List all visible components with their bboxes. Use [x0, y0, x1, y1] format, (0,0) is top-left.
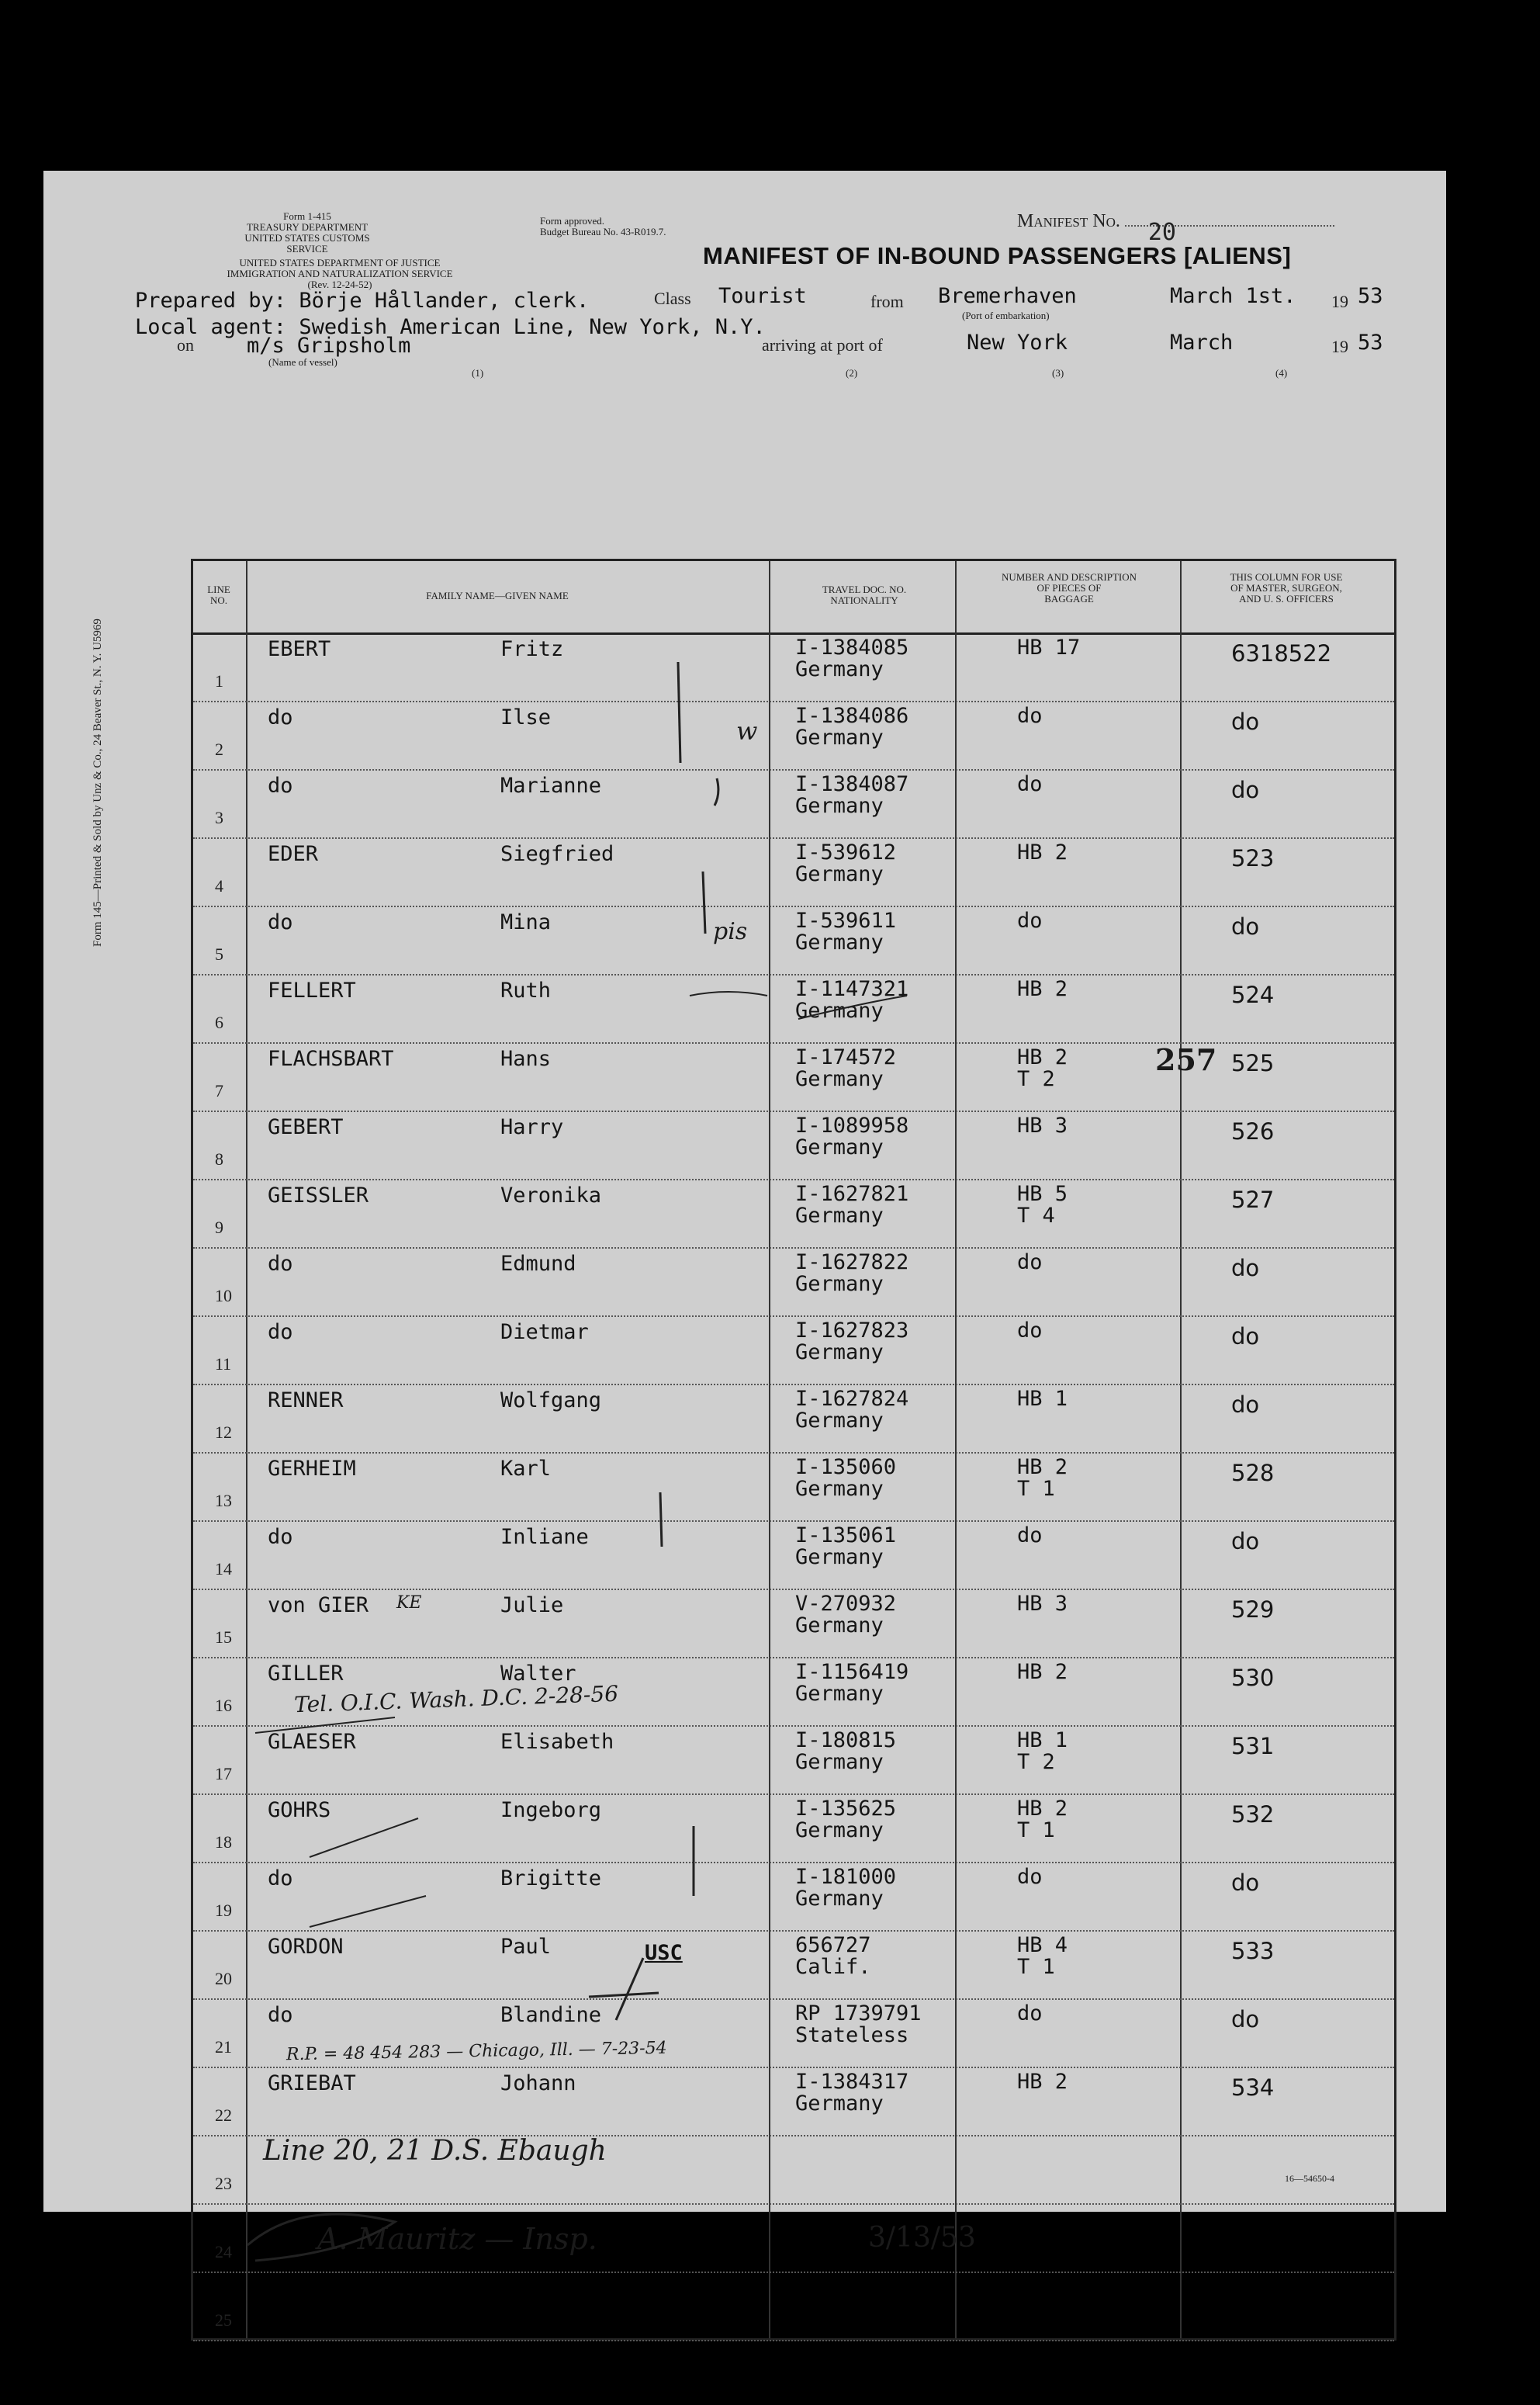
travel-doc — [795, 1115, 908, 1159]
nationality: Germany — [795, 1067, 884, 1091]
year-2: 53 — [1358, 331, 1383, 355]
travel-doc — [795, 1525, 896, 1568]
line-number: 22 — [215, 2105, 232, 2125]
table-row — [193, 906, 1394, 976]
family-name: do — [268, 1866, 293, 1890]
baggage — [1017, 1047, 1068, 1090]
nationality: Germany — [795, 1272, 884, 1296]
nationality: Germany — [795, 1750, 884, 1774]
baggage — [1017, 637, 1080, 659]
table-row — [193, 1520, 1394, 1590]
baggage — [1017, 1593, 1068, 1615]
table-row — [193, 632, 1394, 702]
baggage-main: do — [1017, 772, 1043, 796]
nationality: Germany — [795, 2091, 884, 2116]
nationality: Calif. — [795, 1955, 871, 1979]
baggage-main: do — [1017, 1319, 1043, 1343]
officer-number: do — [1231, 1528, 1260, 1554]
from-label: from — [870, 292, 904, 311]
officer-number: do — [1231, 1323, 1260, 1350]
baggage — [1017, 1662, 1068, 1683]
given-name: Marianne — [500, 774, 602, 798]
given-name: Harry — [500, 1115, 564, 1139]
travel-doc — [795, 1183, 908, 1227]
line-number: 8 — [215, 1149, 223, 1169]
given-name: Ruth — [500, 979, 552, 1003]
col-officers: THIS COLUMN FOR USE OF MASTER, SURGEON, AND U. S. OFFICERS — [1230, 571, 1343, 605]
officer-number: do — [1231, 1255, 1260, 1281]
column-index-3: (3) — [1052, 367, 1064, 379]
family-name: do — [268, 1525, 293, 1549]
footer-code: 16—54650-4 — [1285, 2173, 1334, 2184]
year-prefix-1: 19 — [1331, 292, 1348, 311]
travel-doc — [795, 1388, 908, 1432]
baggage — [1017, 1866, 1043, 1888]
vessel-name: m/s Gripsholm — [247, 334, 411, 358]
officer-number: 6318522 — [1231, 640, 1332, 667]
table-row — [193, 1247, 1394, 1317]
nationality: Germany — [795, 862, 884, 886]
baggage-main: HB 3 — [1017, 1114, 1068, 1138]
line-number: 16 — [215, 1696, 232, 1715]
line-number: 1 — [215, 671, 223, 691]
line-number: 24 — [215, 2242, 232, 2261]
annotation-w-mark: w — [736, 716, 758, 746]
col-travel-doc: TRAVEL DOC. NO. NATIONALITY — [822, 584, 907, 606]
col-line-no: LINE NO. — [207, 584, 230, 606]
family-name: do — [268, 1320, 293, 1344]
travel-doc — [795, 774, 908, 817]
manifest-page — [43, 171, 1446, 2330]
doc-number: I-1627824 — [795, 1387, 909, 1411]
annotation-rp-note: R.P. = 48 454 283 — Chicago, Ill. — 7-23-54 — [286, 2038, 667, 2065]
baggage-main: HB 17 — [1017, 636, 1081, 660]
form-treasury-label: Form 1-415 TREASURY DEPARTMENT UNITED STATES CUSTOMS SERVICE — [244, 210, 370, 255]
given-name: Elisabeth — [500, 1730, 614, 1754]
table-row — [193, 1862, 1394, 1932]
family-name: do — [268, 910, 293, 934]
given-name: Mina — [500, 910, 552, 934]
vessel-caption: (Name of vessel) — [268, 356, 337, 368]
nationality: Germany — [795, 1477, 884, 1501]
baggage — [1017, 705, 1043, 727]
given-name: Veronika — [500, 1183, 602, 1208]
given-name: Julie — [500, 1593, 564, 1617]
doc-number: I-135061 — [795, 1523, 897, 1547]
family-name: GEBERT — [268, 1115, 344, 1139]
given-name: Paul — [500, 1935, 552, 1959]
family-name: GERHEIM — [268, 1457, 356, 1481]
travel-doc — [795, 1662, 908, 1705]
family-name: FLACHSBART — [268, 1047, 394, 1071]
travel-doc — [795, 842, 896, 885]
table-row — [193, 837, 1394, 907]
doc-number: I-174572 — [795, 1045, 897, 1069]
line-number: 23 — [215, 2174, 232, 2193]
travel-doc — [795, 1320, 908, 1364]
line-number: 13 — [215, 1491, 232, 1510]
nationality: Germany — [795, 1613, 884, 1637]
officer-number: do — [1231, 777, 1260, 803]
nationality: Germany — [795, 1204, 884, 1228]
officer-number: 532 — [1231, 1801, 1275, 1828]
local-agent: Local agent: Swedish American Line, New York, N.Y. — [135, 315, 766, 339]
line-number: 21 — [215, 2037, 232, 2057]
travel-doc — [795, 705, 908, 749]
travel-doc — [795, 1457, 896, 1500]
baggage-main: do — [1017, 1523, 1043, 1547]
baggage — [1017, 1183, 1068, 1227]
arriving-label: arriving at port of — [762, 335, 883, 355]
family-name: GEISSLER — [268, 1183, 369, 1208]
baggage-trunks: T 1 — [1017, 1477, 1055, 1501]
baggage — [1017, 979, 1068, 1000]
table-row — [193, 2272, 1394, 2341]
annotation-pis-mark: pis — [713, 918, 748, 945]
year-1: 53 — [1358, 284, 1383, 308]
baggage-main: do — [1017, 1250, 1043, 1274]
officer-number: do — [1231, 709, 1260, 735]
doc-number: I-539611 — [795, 909, 897, 933]
annotation-257: 257 — [1155, 1042, 1217, 1077]
doc-number: I-1147321 — [795, 977, 909, 1001]
family-name: EDER — [268, 842, 319, 866]
baggage-trunks: T 2 — [1017, 1067, 1055, 1091]
officer-number: 524 — [1231, 982, 1275, 1008]
doc-number: I-1156419 — [795, 1660, 909, 1684]
baggage — [1017, 1320, 1043, 1342]
baggage-main: HB 2 — [1017, 1660, 1068, 1684]
arrival-port: New York — [967, 331, 1068, 355]
baggage-main: HB 1 — [1017, 1728, 1068, 1752]
column-index-4: (4) — [1275, 367, 1288, 379]
baggage-trunks: T 1 — [1017, 1955, 1055, 1979]
line-number: 15 — [215, 1627, 232, 1647]
travel-doc — [795, 637, 908, 681]
baggage — [1017, 1730, 1068, 1773]
officer-number: 534 — [1231, 2074, 1275, 2101]
line-number: 6 — [215, 1013, 223, 1032]
dept-justice-label: UNITED STATES DEPARTMENT OF JUSTICE IMMIGRATION AND NATURALIZATION SERVICE (Rev. 12-24-52) — [227, 257, 453, 290]
travel-doc — [795, 1593, 896, 1637]
port-embarkation-caption: (Port of embarkation) — [962, 310, 1050, 321]
nationality: Germany — [795, 657, 884, 681]
travel-doc — [795, 1047, 896, 1090]
baggage-main: HB 1 — [1017, 1387, 1068, 1411]
doc-number: V-270932 — [795, 1592, 897, 1616]
family-name: do — [268, 1252, 293, 1276]
prepared-by: Prepared by: Börje Hållander, clerk. — [135, 289, 590, 313]
nationality: Germany — [795, 1818, 884, 1842]
page-title: MANIFEST OF IN-BOUND PASSENGERS [ALIENS] — [703, 242, 1292, 269]
baggage — [1017, 2003, 1043, 2025]
given-name: Blandine — [500, 2003, 602, 2027]
class-label: Class — [654, 289, 691, 308]
annotation-ke: KE — [396, 1593, 422, 1613]
col-baggage: NUMBER AND DESCRIPTION OF PIECES OF BAGGAGE — [1001, 571, 1137, 605]
officer-number: 531 — [1231, 1733, 1275, 1759]
year-prefix-2: 19 — [1331, 337, 1348, 356]
baggage-main: do — [1017, 704, 1043, 728]
line-number: 18 — [215, 1832, 232, 1852]
baggage — [1017, 910, 1043, 932]
doc-number: I-1384086 — [795, 704, 909, 728]
family-name: GOHRS — [268, 1798, 331, 1822]
given-name: Hans — [500, 1047, 552, 1071]
table-row — [193, 701, 1394, 771]
passenger-table — [191, 559, 1396, 2341]
annotation-date: 3/13/53 — [868, 2222, 976, 2254]
given-name: Edmund — [500, 1252, 576, 1276]
table-row — [193, 1384, 1394, 1454]
table-row — [193, 1452, 1394, 1522]
line-number: 10 — [215, 1286, 232, 1305]
given-name: Siegfried — [500, 842, 614, 866]
line-number: 11 — [215, 1354, 232, 1374]
given-name: Karl — [500, 1457, 552, 1481]
officer-number: 523 — [1231, 845, 1275, 872]
table-header — [193, 561, 1394, 635]
class-value: Tourist — [718, 284, 807, 308]
officer-number: do — [1231, 1391, 1260, 1418]
doc-number: I-539612 — [795, 840, 897, 865]
from-value: Bremerhaven — [938, 284, 1077, 308]
officer-number: 528 — [1231, 1460, 1275, 1486]
family-name: GLAESER — [268, 1730, 356, 1754]
nationality: Germany — [795, 794, 884, 818]
doc-number: I-1384085 — [795, 636, 909, 660]
baggage — [1017, 1388, 1068, 1410]
column-index-2: (2) — [846, 367, 858, 379]
doc-number: I-181000 — [795, 1865, 897, 1889]
officer-number: do — [1231, 913, 1260, 940]
family-name: EBERT — [268, 637, 331, 661]
officer-number: 529 — [1231, 1596, 1275, 1623]
table-row — [193, 1111, 1394, 1180]
baggage — [1017, 1252, 1043, 1274]
doc-number: RP 1739791 — [795, 2001, 922, 2026]
baggage-main: HB 2 — [1017, 840, 1068, 865]
side-printer-note: Form 145—Printed & Sold by Unz & Co., 24 Beaver St., N. Y. U5969 — [92, 619, 104, 947]
table-row — [193, 1315, 1394, 1385]
family-name: GRIEBAT — [268, 2071, 356, 2095]
table-row — [193, 1793, 1394, 1863]
baggage — [1017, 1935, 1068, 1978]
baggage — [1017, 842, 1068, 864]
travel-doc — [795, 1252, 908, 1295]
family-name: FELLERT — [268, 979, 356, 1003]
line-number: 2 — [215, 740, 223, 759]
baggage — [1017, 1457, 1068, 1500]
given-name: Dietmar — [500, 1320, 589, 1344]
annotation-usc: USC — [645, 1941, 683, 1965]
line-number: 4 — [215, 876, 223, 896]
doc-number: I-1627822 — [795, 1250, 909, 1274]
table-row — [193, 769, 1394, 839]
baggage-main: HB 4 — [1017, 1933, 1068, 1957]
officer-number: 533 — [1231, 1938, 1275, 1964]
baggage-main: do — [1017, 909, 1043, 933]
given-name: Fritz — [500, 637, 564, 661]
baggage-main: HB 3 — [1017, 1592, 1068, 1616]
baggage-trunks: T 1 — [1017, 1818, 1055, 1842]
baggage — [1017, 774, 1043, 795]
baggage-trunks: T 2 — [1017, 1750, 1055, 1774]
nationality: Stateless — [795, 2023, 909, 2047]
travel-doc — [795, 1798, 896, 1842]
doc-number: I-135625 — [795, 1797, 897, 1821]
annotation-line24: A. Mauritz — Insp. — [317, 2222, 597, 2256]
baggage-main: do — [1017, 1865, 1043, 1889]
annotation-tel-note: Tel. O.I.C. Wash. D.C. 2-28-56 — [293, 1680, 619, 1718]
travel-doc — [795, 2003, 922, 2046]
nationality: Germany — [795, 1545, 884, 1569]
family-name: do — [268, 705, 293, 729]
line-number: 9 — [215, 1218, 223, 1237]
departure-date: March 1st. — [1170, 284, 1296, 308]
doc-number: I-1627823 — [795, 1319, 909, 1343]
given-name: Wolfgang — [500, 1388, 602, 1412]
baggage — [1017, 1798, 1068, 1842]
travel-doc — [795, 1935, 871, 1978]
travel-doc — [795, 2071, 908, 2115]
on-label: on — [177, 335, 194, 355]
baggage-main: HB 2 — [1017, 977, 1068, 1001]
manifest-number-label: Manifest No. 20 — [1017, 211, 1334, 232]
line-number: 3 — [215, 808, 223, 827]
column-index-1: (1) — [472, 367, 484, 379]
family-name: GILLER — [268, 1662, 344, 1686]
family-name: RENNER — [268, 1388, 344, 1412]
baggage — [1017, 1525, 1043, 1547]
table-row — [193, 1930, 1394, 2000]
table-row — [193, 1725, 1394, 1795]
manifest-number: 20 — [1147, 219, 1176, 246]
travel-doc — [795, 979, 908, 1022]
baggage-trunks: T 4 — [1017, 1204, 1055, 1228]
baggage-main: HB 2 — [1017, 1455, 1068, 1479]
nationality: Germany — [795, 999, 884, 1023]
line-number: 5 — [215, 944, 223, 964]
family-name: do — [268, 774, 293, 798]
line-number: 17 — [215, 1764, 232, 1783]
baggage-main: HB 2 — [1017, 1045, 1068, 1069]
baggage-main: do — [1017, 2001, 1043, 2026]
baggage-main: HB 5 — [1017, 1182, 1068, 1206]
table-row — [193, 1589, 1394, 1658]
table-row — [193, 974, 1394, 1044]
form-approved-label: Form approved. Budget Bureau No. 43-R019.7. — [540, 215, 666, 237]
baggage — [1017, 2071, 1068, 2093]
nationality: Germany — [795, 1887, 884, 1911]
annotation-line23: Line 20, 21 D.S. Ebaugh — [263, 2135, 607, 2167]
nationality: Germany — [795, 1409, 884, 1433]
travel-doc — [795, 1730, 896, 1773]
nationality: Germany — [795, 1135, 884, 1159]
line-number: 19 — [215, 1901, 232, 1920]
officer-number: 527 — [1231, 1187, 1275, 1213]
nationality: Germany — [795, 1340, 884, 1364]
line-number: 7 — [215, 1081, 223, 1100]
col-name: FAMILY NAME—GIVEN NAME — [426, 590, 569, 601]
given-name: Johann — [500, 2071, 576, 2095]
doc-number: 656727 — [795, 1933, 871, 1957]
family-name: GORDON — [268, 1935, 344, 1959]
table-row — [193, 1179, 1394, 1249]
doc-number: I-1384087 — [795, 772, 909, 796]
officer-number: do — [1231, 2006, 1260, 2032]
doc-number: I-1627821 — [795, 1182, 909, 1206]
officer-number: 525 — [1231, 1050, 1275, 1076]
baggage — [1017, 1115, 1068, 1137]
family-name: do — [268, 2003, 293, 2027]
doc-number: I-180815 — [795, 1728, 897, 1752]
line-number: 12 — [215, 1423, 232, 1442]
travel-doc — [795, 910, 896, 954]
doc-number: I-135060 — [795, 1455, 897, 1479]
given-name: Ingeborg — [500, 1798, 602, 1822]
arrival-month: March — [1170, 331, 1234, 355]
given-name: Inliane — [500, 1525, 589, 1549]
nationality: Germany — [795, 1682, 884, 1706]
travel-doc — [795, 1866, 896, 1910]
family-name: von GIER — [268, 1593, 369, 1617]
doc-number: I-1384317 — [795, 2070, 909, 2094]
line-number: 25 — [215, 2310, 232, 2330]
nationality: Germany — [795, 726, 884, 750]
given-name: Ilse — [500, 705, 552, 729]
baggage-main: HB 2 — [1017, 1797, 1068, 1821]
officer-number: 526 — [1231, 1118, 1275, 1145]
officer-number: 530 — [1231, 1665, 1275, 1691]
given-name: Walter — [500, 1662, 576, 1686]
baggage-main: HB 2 — [1017, 2070, 1068, 2094]
table-row — [193, 2067, 1394, 2136]
nationality: Germany — [795, 930, 884, 955]
line-number: 14 — [215, 1559, 232, 1578]
doc-number: I-1089958 — [795, 1114, 909, 1138]
given-name: Brigitte — [500, 1866, 602, 1890]
line-number: 20 — [215, 1969, 232, 1988]
officer-number: do — [1231, 1870, 1260, 1896]
